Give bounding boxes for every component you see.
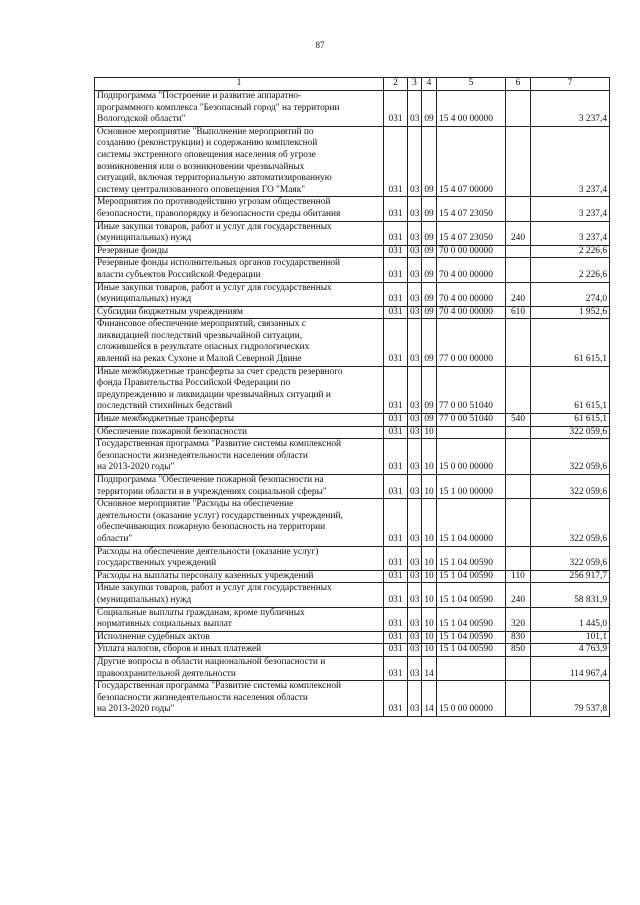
table-row <box>95 439 610 475</box>
row-name-cell: Субсидии бюджетным учреждениям <box>95 306 384 319</box>
expense-type-cell <box>506 258 531 282</box>
header-cell: 3 <box>408 78 422 91</box>
section-code-cell: 03 <box>408 126 422 197</box>
target-article-cell: 70 4 00 00000 <box>437 282 506 306</box>
amount-cell: 3 237,4 <box>531 197 610 221</box>
table-row <box>95 319 610 366</box>
subsection-code-cell: 10 <box>422 583 437 607</box>
target-article-cell: 15 1 04 00590 <box>437 607 506 631</box>
subsection-code-cell: 10 <box>422 475 437 499</box>
section-code-cell: 03 <box>408 656 422 680</box>
table-row <box>95 475 610 499</box>
target-article-cell: 15 4 07 23050 <box>437 197 506 221</box>
subsection-code-cell: 14 <box>422 656 437 680</box>
subsection-code-cell: 09 <box>422 414 437 427</box>
target-article-cell <box>437 426 506 439</box>
target-article-cell: 15 1 04 00590 <box>437 583 506 607</box>
section-code-cell: 03 <box>408 644 422 657</box>
row-name-cell: Социальные выплаты гражданам, кроме публичных нормативных социальных выплат <box>95 607 384 631</box>
expense-type-cell <box>506 245 531 258</box>
section-code-cell: 03 <box>408 306 422 319</box>
amount-cell: 322 059,6 <box>531 439 610 475</box>
table-row <box>95 656 610 680</box>
table-row <box>95 126 610 197</box>
row-name-cell: Уплата налогов, сборов и иных платежей <box>95 644 384 657</box>
target-article-cell: 15 0 00 00000 <box>437 439 506 475</box>
amount-cell: 322 059,6 <box>531 546 610 570</box>
amount-cell: 58 831,9 <box>531 583 610 607</box>
expense-type-cell: 240 <box>506 583 531 607</box>
amount-cell: 61 615,1 <box>531 319 610 366</box>
target-article-cell: 15 4 07 00000 <box>437 126 506 197</box>
row-name-cell: Резервные фонды исполнительных органов государственной власти субъектов Российской Федерации <box>95 258 384 282</box>
target-article-cell: 15 1 04 00590 <box>437 570 506 583</box>
target-article-cell: 15 1 04 00590 <box>437 644 506 657</box>
header-cell: 7 <box>531 78 610 91</box>
section-code-cell: 03 <box>408 439 422 475</box>
ministry-code-cell: 031 <box>384 197 408 221</box>
amount-cell: 2 226,6 <box>531 258 610 282</box>
section-code-cell: 03 <box>408 91 422 127</box>
table-row <box>95 221 610 245</box>
ministry-code-cell: 031 <box>384 499 408 546</box>
section-code-cell: 03 <box>408 245 422 258</box>
section-code-cell: 03 <box>408 681 422 717</box>
ministry-code-cell: 031 <box>384 583 408 607</box>
subsection-code-cell: 09 <box>422 306 437 319</box>
subsection-code-cell: 09 <box>422 197 437 221</box>
row-name-cell: Подпрограмма "Построение и развитие аппаратно- программного комплекса "Безопасный город" на территории Вологодской области" <box>95 91 384 127</box>
table-row <box>95 583 610 607</box>
ministry-code-cell: 031 <box>384 644 408 657</box>
row-name-cell: Иные закупки товаров, работ и услуг для государственных (муниципальных) нужд <box>95 221 384 245</box>
amount-cell: 274,0 <box>531 282 610 306</box>
ministry-code-cell: 031 <box>384 631 408 644</box>
row-name-cell: Иные межбюджетные трансферты <box>95 414 384 427</box>
subsection-code-cell: 10 <box>422 570 437 583</box>
amount-cell: 4 763,9 <box>531 644 610 657</box>
row-name-cell: Основное мероприятие "Выполнение мероприятий по созданию (реконструкции) и содержанию комплексной системы экстренного оповещения населения об угрозе возникновения или о возникновении чрезвычайных ситуаций, включая территориальную автоматизированную систему централизованного оповещения ГО "Маяк" <box>95 126 384 197</box>
table-row <box>95 570 610 583</box>
amount-cell: 61 615,1 <box>531 366 610 413</box>
ministry-code-cell: 031 <box>384 221 408 245</box>
amount-cell: 2 226,6 <box>531 245 610 258</box>
subsection-code-cell: 10 <box>422 439 437 475</box>
table-row <box>95 91 610 127</box>
ministry-code-cell: 031 <box>384 426 408 439</box>
amount-cell: 1 952,6 <box>531 306 610 319</box>
row-name-cell: Иные межбюджетные трансферты за счет средств резервного фонда Правительства Российской Федерации по предупреждению и ликвидации чрезвычайных ситуаций и последствий стихийных бедствий <box>95 366 384 413</box>
expense-type-cell <box>506 546 531 570</box>
row-name-cell: Резервные фонды <box>95 245 384 258</box>
subsection-code-cell: 09 <box>422 91 437 127</box>
target-article-cell <box>437 656 506 680</box>
expense-type-cell: 240 <box>506 221 531 245</box>
table-row <box>95 245 610 258</box>
amount-cell: 79 537,8 <box>531 681 610 717</box>
table-row <box>95 197 610 221</box>
row-name-cell: Иные закупки товаров, работ и услуг для государственных (муниципальных) нужд <box>95 583 384 607</box>
subsection-code-cell: 09 <box>422 126 437 197</box>
table-row <box>95 631 610 644</box>
header-cell: 6 <box>506 78 531 91</box>
subsection-code-cell: 10 <box>422 631 437 644</box>
expense-type-cell <box>506 197 531 221</box>
expense-type-cell <box>506 91 531 127</box>
amount-cell: 1 445,0 <box>531 607 610 631</box>
row-name-cell: Исполнение судебных актов <box>95 631 384 644</box>
table-row <box>95 607 610 631</box>
section-code-cell: 03 <box>408 546 422 570</box>
ministry-code-cell: 031 <box>384 91 408 127</box>
ministry-code-cell: 031 <box>384 681 408 717</box>
target-article-cell: 15 4 07 23050 <box>437 221 506 245</box>
page-number: 87 <box>315 40 325 50</box>
expense-type-cell: 830 <box>506 631 531 644</box>
expense-type-cell: 320 <box>506 607 531 631</box>
subsection-code-cell: 10 <box>422 499 437 546</box>
header-row <box>95 78 610 91</box>
row-name-cell: Другие вопросы в области национальной безопасности и правоохранительной деятельности <box>95 656 384 680</box>
ministry-code-cell: 031 <box>384 366 408 413</box>
table-row <box>95 306 610 319</box>
target-article-cell: 15 1 00 00000 <box>437 475 506 499</box>
ministry-code-cell: 031 <box>384 245 408 258</box>
row-name-cell: Подпрограмма "Обеспечение пожарной безопасности на территории области и в учреждениях социальной сферы" <box>95 475 384 499</box>
expense-type-cell <box>506 439 531 475</box>
budget-table <box>94 77 610 717</box>
row-name-cell: Государственная программа "Развитие системы комплексной безопасности жизнедеятельности населения области на 2013-2020 годы" <box>95 681 384 717</box>
amount-cell: 256 917,7 <box>531 570 610 583</box>
subsection-code-cell: 09 <box>422 282 437 306</box>
section-code-cell: 03 <box>408 366 422 413</box>
table-row <box>95 681 610 717</box>
table-row <box>95 366 610 413</box>
subsection-code-cell: 09 <box>422 319 437 366</box>
section-code-cell: 03 <box>408 197 422 221</box>
ministry-code-cell: 031 <box>384 607 408 631</box>
ministry-code-cell: 031 <box>384 439 408 475</box>
subsection-code-cell: 10 <box>422 607 437 631</box>
amount-cell: 3 237,4 <box>531 221 610 245</box>
row-name-cell: Обеспечение пожарной безопасности <box>95 426 384 439</box>
ministry-code-cell: 031 <box>384 656 408 680</box>
subsection-code-cell: 09 <box>422 258 437 282</box>
expense-type-cell: 610 <box>506 306 531 319</box>
ministry-code-cell: 031 <box>384 319 408 366</box>
amount-cell: 3 237,4 <box>531 91 610 127</box>
row-name-cell: Расходы на выплаты персоналу казенных учреждений <box>95 570 384 583</box>
subsection-code-cell: 14 <box>422 681 437 717</box>
expense-type-cell <box>506 681 531 717</box>
table-row <box>95 414 610 427</box>
expense-type-cell <box>506 656 531 680</box>
ministry-code-cell: 031 <box>384 570 408 583</box>
amount-cell: 322 059,6 <box>531 499 610 546</box>
target-article-cell: 77 0 00 51040 <box>437 366 506 413</box>
target-article-cell: 70 0 00 00000 <box>437 245 506 258</box>
subsection-code-cell: 10 <box>422 644 437 657</box>
expense-type-cell <box>506 366 531 413</box>
ministry-code-cell: 031 <box>384 282 408 306</box>
expense-type-cell: 850 <box>506 644 531 657</box>
expense-type-cell <box>506 475 531 499</box>
target-article-cell: 77 0 00 51040 <box>437 414 506 427</box>
section-code-cell: 03 <box>408 475 422 499</box>
section-code-cell: 03 <box>408 319 422 366</box>
target-article-cell: 15 1 04 00000 <box>437 499 506 546</box>
target-article-cell: 15 4 00 00000 <box>437 91 506 127</box>
subsection-code-cell: 09 <box>422 245 437 258</box>
row-name-cell: Мероприятия по противодействию угрозам общественной безопасности, правопорядку и безопасности среды обитания <box>95 197 384 221</box>
expense-type-cell <box>506 499 531 546</box>
section-code-cell: 03 <box>408 583 422 607</box>
table-row <box>95 426 610 439</box>
section-code-cell: 03 <box>408 499 422 546</box>
ministry-code-cell: 031 <box>384 414 408 427</box>
amount-cell: 322 059,6 <box>531 475 610 499</box>
expense-type-cell: 110 <box>506 570 531 583</box>
section-code-cell: 03 <box>408 631 422 644</box>
amount-cell: 114 967,4 <box>531 656 610 680</box>
section-code-cell: 03 <box>408 414 422 427</box>
expense-type-cell <box>506 126 531 197</box>
ministry-code-cell: 031 <box>384 546 408 570</box>
row-name-cell: Иные закупки товаров, работ и услуг для государственных (муниципальных) нужд <box>95 282 384 306</box>
row-name-cell: Государственная программа "Развитие системы комплексной безопасности жизнедеятельности населения области на 2013-2020 годы" <box>95 439 384 475</box>
ministry-code-cell: 031 <box>384 306 408 319</box>
section-code-cell: 03 <box>408 282 422 306</box>
ministry-code-cell: 031 <box>384 258 408 282</box>
header-cell: 4 <box>422 78 437 91</box>
section-code-cell: 03 <box>408 426 422 439</box>
table-row <box>95 258 610 282</box>
row-name-cell: Расходы на обеспечение деятельности (оказание услуг) государственных учреждений <box>95 546 384 570</box>
target-article-cell: 15 0 00 00000 <box>437 681 506 717</box>
section-code-cell: 03 <box>408 258 422 282</box>
expense-type-cell: 240 <box>506 282 531 306</box>
section-code-cell: 03 <box>408 221 422 245</box>
section-code-cell: 03 <box>408 570 422 583</box>
amount-cell: 3 237,4 <box>531 126 610 197</box>
header-cell: 5 <box>437 78 506 91</box>
amount-cell: 101,1 <box>531 631 610 644</box>
amount-cell: 322 059,6 <box>531 426 610 439</box>
subsection-code-cell: 09 <box>422 221 437 245</box>
subsection-code-cell: 09 <box>422 366 437 413</box>
table-row <box>95 546 610 570</box>
row-name-cell: Основное мероприятие "Расходы на обеспечение деятельности (оказание услуг) государственных учреждений, обеспечивающих пожарную безопасность на территории области" <box>95 499 384 546</box>
amount-cell: 61 615,1 <box>531 414 610 427</box>
expense-type-cell: 540 <box>506 414 531 427</box>
table-row <box>95 282 610 306</box>
target-article-cell: 70 4 00 00000 <box>437 306 506 319</box>
header-cell: 1 <box>95 78 384 91</box>
table-row <box>95 644 610 657</box>
header-cell: 2 <box>384 78 408 91</box>
subsection-code-cell: 10 <box>422 426 437 439</box>
section-code-cell: 03 <box>408 607 422 631</box>
target-article-cell: 70 4 00 00000 <box>437 258 506 282</box>
ministry-code-cell: 031 <box>384 475 408 499</box>
ministry-code-cell: 031 <box>384 126 408 197</box>
subsection-code-cell: 10 <box>422 546 437 570</box>
target-article-cell: 15 1 04 00590 <box>437 546 506 570</box>
row-name-cell: Финансовое обеспечение мероприятий, связанных с ликвидацией последствий чрезвычайной ситуации, сложившейся в результате опасных гидрологических явлений на реках Сухоне и Малой Северной Двине <box>95 319 384 366</box>
expense-type-cell <box>506 319 531 366</box>
target-article-cell: 15 1 04 00590 <box>437 631 506 644</box>
target-article-cell: 77 0 00 00000 <box>437 319 506 366</box>
expense-type-cell <box>506 426 531 439</box>
table-row <box>95 499 610 546</box>
